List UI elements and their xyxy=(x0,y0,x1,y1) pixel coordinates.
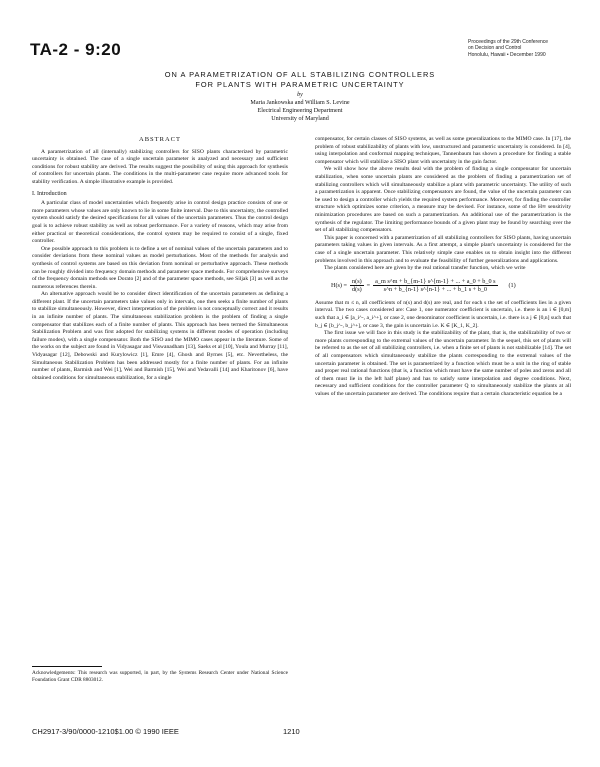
right-paragraph-2: We will show how the above results deal with the problem of finding a single compensator for uncertain stabilization, when some uncertain plants are considered as the problem of finding a parametrization set of stabilizing controllers which will simultaneously stabilize a plant with parametric uncertainty. The utility of such a parametrization is apparent. Once stabilizing compensators are found, the value of the uncertain parameter can be used to design a controller which yields the required system performance. Moreover, for finding the controller structure which optimizes some criterion, a measure may be devised. For instance, some of the H∞ sensitivity minimization procedures are based on such a parametrization. An additional use of the parametrization is the synthesis of the regulator. The limiting performance bounds of a given plant may be found by searching over the set of all stabilizing compensators. xyxy=(315,166,571,234)
by-label: by xyxy=(297,92,303,98)
equation-denominator-1: d(s) xyxy=(352,286,362,294)
right-column xyxy=(315,136,571,399)
abstract-heading: ABSTRACT xyxy=(139,136,181,143)
equation-lhs: H(s) = xyxy=(331,281,348,289)
proceedings-header xyxy=(468,39,568,58)
title-line-2: FOR PLANTS WITH PARAMETRIC UNCERTAINTY xyxy=(195,80,405,89)
equation-equals: = xyxy=(366,281,371,289)
intro-heading: I. Introduction xyxy=(32,190,67,197)
intro-paragraph-1: A particular class of model uncertainties which frequently arise in control design practice consists of one or more parameters whose values are only known to lie in some finite interval. Due to this uncertainty, the controlled system should satisfy the desired specifications for all values of the uncertain parameters. Thus the control design goal is to achieve robust stability as well as robust performance. For a variety of reasons, which may arise from either practical or theoretical considerations, the control system may be required to consist of a single, fixed controller. xyxy=(32,200,288,245)
footnote-divider xyxy=(32,666,102,667)
title-line-1: ON A PARAMETRIZATION OF ALL STABILIZING CONTROLLERS xyxy=(164,70,436,79)
left-column xyxy=(32,136,288,382)
equation-number: (1) xyxy=(508,281,516,289)
right-paragraph-1: compensator, for certain classes of SISO systems, as well as some generalizations to the MIMO case. In [17], the problem of robust stabilizability of plants with low, unstructured and parametric uncertainty is considered. In [4], using interpolation and conformal mapping techniques, Tannenbaum has shown a procedure for finding a stable compensator which will stabilize a SISO plant with uncertainty in the gain factor. xyxy=(315,136,571,165)
paper-title xyxy=(0,70,600,90)
right-paragraph-3: This paper is concerned with a parametrization of all stabilizing controllers for SISO plants, having uncertain parameters taking values in given intervals. As a first attempt, a simple plant's uncertainty is considered for the case of a single uncertain parameter. This relatively simple case enables us to obtain insight into the different problems involved in this approach and to evaluate the feasibility of further generalizations and applications. xyxy=(315,234,571,264)
intro-paragraph-2: One possible approach to this problem is to define a set of nominal values of the uncertain parameters and to consider deviations from these nominal values as model perturbations. Most of the methods for analysis and synthesis of control systems are based on this deviation from nominal or perturbative approach. These methods can be roughly divided into frequency domain methods and parameter space methods. For comprehensive surveys of the frequency domain methods see Dorato [2] and of the parameter space methods, see Siljak [3] as well as the numerous references therein. xyxy=(32,245,288,290)
right-paragraph-4: The plants considered here are given by the real rational transfer function, which we write xyxy=(324,265,526,272)
session-label: TA-2 - 9:20 xyxy=(30,40,122,59)
author-department: Electrical Engineering Department xyxy=(257,108,343,114)
equation-numerator-2: a_m s^m + b_{m-1} s^{m-1} + ... + a_0 + b_0 s xyxy=(375,277,496,285)
copyright-code: CH2917-3/90/0000-1210$1.00 © 1990 IEEE xyxy=(32,727,179,736)
transfer-function-equation xyxy=(331,278,571,294)
author-university: University of Maryland xyxy=(271,116,329,122)
right-paragraph-6: The first issue we will face in this study is the stabilizability of the plant, that is, the stabilizability of two or more plants corresponding to the extremal values of the uncertain parameter. In the sequel, this set of plants will be referred to as the set of all stabilizing controllers, i.e. when a finite set of plants is not stabilizable [14]. The set of all compensators which simultaneously stabilize the plants corresponding to the extremal values of the uncertain parameter is obtained. The set is parametrized by a function which must be a unit in the ring of stable and proper real rational functions (that is, a function which must have the same number of poles and zeros and all of them must lie in the left half plane) and has to satisfy some interpolation and degree conditions. Next, necessary and sufficient conditions for the controller parameter Q to simultaneously stabilize the plants at all values of the uncertain parameter are derived. The conditions require that a certain characteristic equation be a xyxy=(315,330,571,397)
right-paragraph-5: Assume that m ≤ n, all coefficients of n(s) and d(s) are real, and for each s the set of coefficients lies in a given interval. The two cases considered are: Case 1, one numerator coefficient is uncertain, i.e. there is an i ∈ [0,m] such that a_i ∈ [a_i^-, a_i^+], or case 2, one denominator coefficient is uncertain, i.e. there is a j ∈ [0,n] such that b_j ∈ [b_j^-, b_j^+], or case 3, the gain is uncertain i.e. K ∈ [K_1, K_2]. xyxy=(315,299,571,329)
proceedings-line-3: Honolulu, Hawaii • December 1990 xyxy=(468,51,546,58)
author-block xyxy=(0,99,600,123)
abstract-text: A parametrization of all (internally) stabilizing controllers for SISO plants characterized by parametric uncertainty is obtained. The case of a single uncertain parameter is analyzed and necessary and sufficient conditions for robust stability are derived. The results suggest the possibility of using this approach for synthesis of controllers for uncertain plants. The conditions in the multi-parameter case require more advanced tools for stability verification. A simple illustrative example is provided. xyxy=(32,148,288,185)
intro-paragraph-3: An alternative approach would be to consider direct identification of the uncertain parameters as defining a different plant. If the uncertain parameters take values only in intervals, one then seeks a finite number of plants to stabilize simultaneously. However, direct interpretation of the problem is not conceptually correct and it results in an infinite number of plants. The simultaneous stabilization problem is the problem of finding a single compensator that stabilizes each of a finite number of plants. This approach has been termed the Simultaneous Stabilization Problem and was first adopted for stabilizing systems in different modes of operation (including failure modes), with a single compensator. Both the SISO and the MIMO cases appear in the literature. Some of the works on the subject are found in Vidyasagar and Viswanadham [13], Saeks et al [10], Youla and Murray [11], Vidyasagar [12], Debowski and Kurylowicz [1], Emre [4], Ghosh and Byrnes [5], etc. Nevertheless, the Simultaneous Stabilization Problem has been addressed mostly for a finite number of plants. For an infinite number of plants, Barmish and Wei [1], Wei and Barmish [15], Wei and Yedavalli [14] and Kharitonov [6], have obtained conditions for simultaneous stabilization, for a single xyxy=(32,291,288,381)
equation-fraction-2 xyxy=(373,278,497,294)
equation-fraction-1 xyxy=(350,278,364,294)
acknowledgement-footnote: Acknowledgements: This research was supported, in part, by the Systems Research Center under National Science Foundation Grant CDR 8803012. xyxy=(32,670,288,683)
proceedings-line-2: on Decision and Control xyxy=(468,45,522,52)
equation-numerator-1: n(s) xyxy=(352,277,362,285)
proceedings-line-1: Proceedings of the 29th Conference xyxy=(468,39,549,45)
author-names: Maria Jankowska and William S. Levine xyxy=(250,100,350,106)
page-number: 1210 xyxy=(283,727,300,736)
equation-denominator-2: s^n + b_{n-1} s^{n-1} + ... + b_1 s + b_0 xyxy=(383,286,487,294)
